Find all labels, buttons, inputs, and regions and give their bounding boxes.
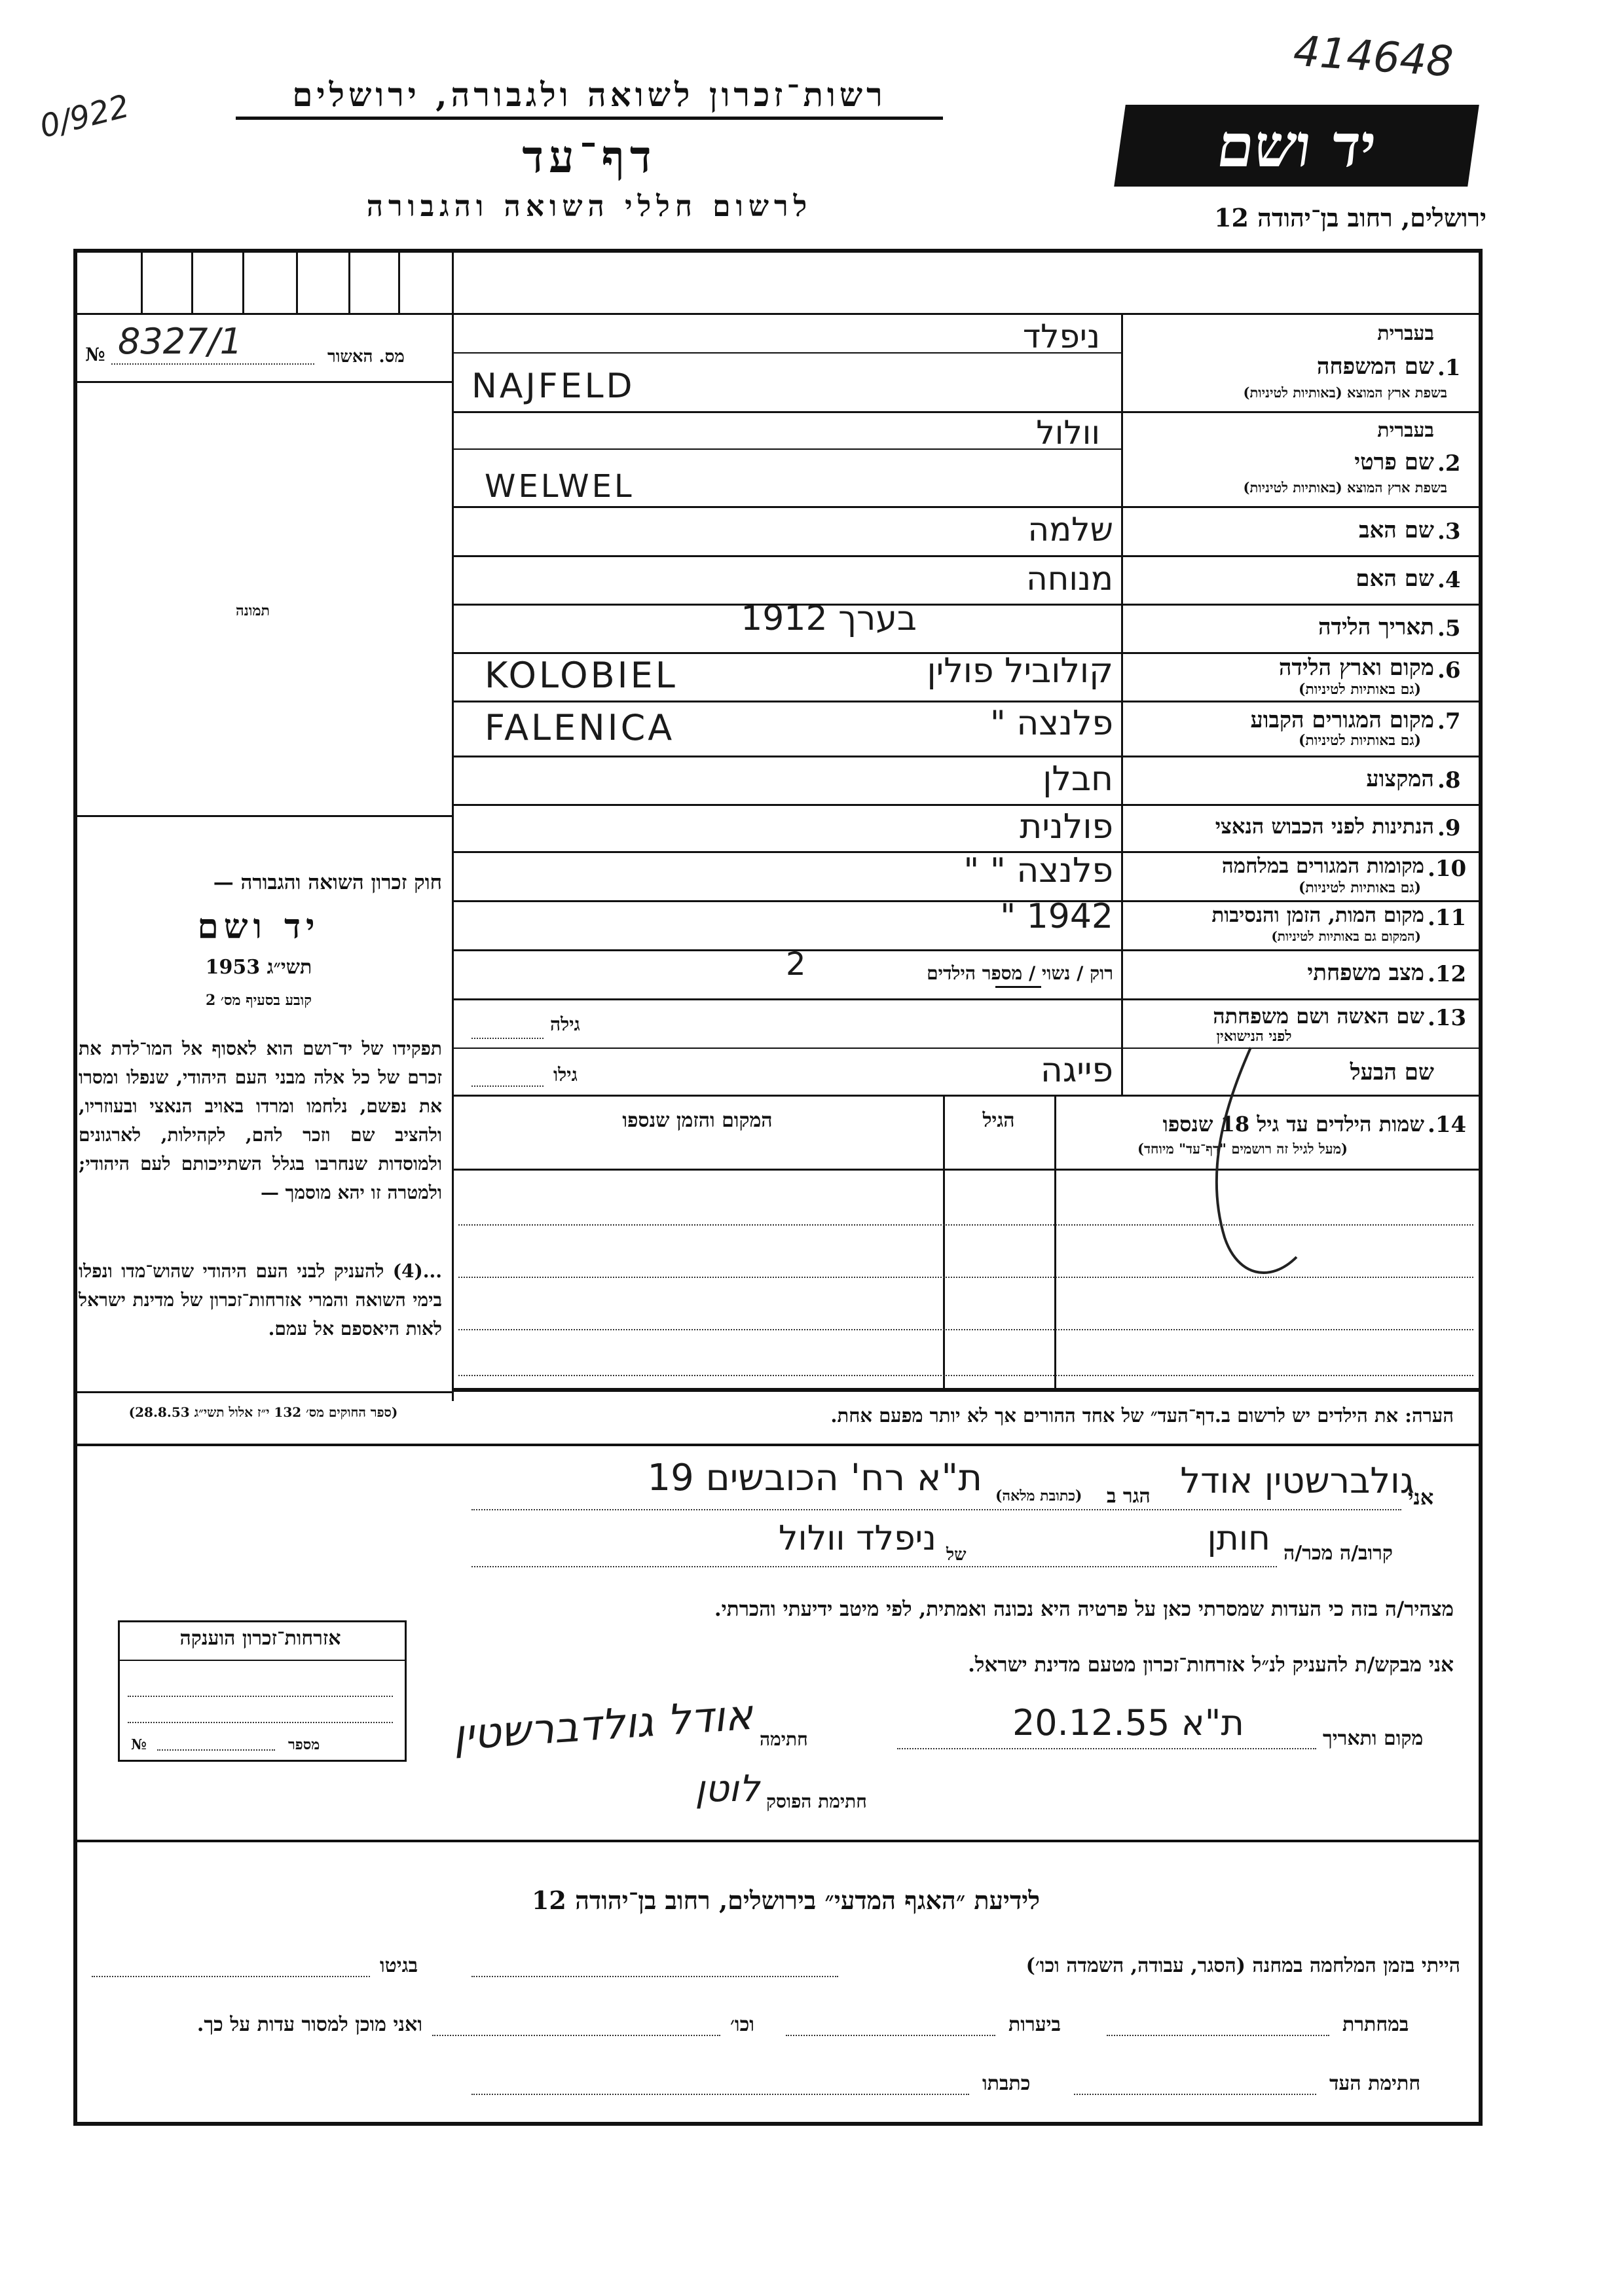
- decl-i-label: אני: [1408, 1485, 1434, 1510]
- children-row-line: [458, 1329, 1473, 1330]
- field-12-label: מצב משפחתי: [1307, 960, 1424, 986]
- strip-divider: [191, 249, 193, 314]
- field-2-value-latin: WELWEL: [485, 468, 635, 505]
- field-5-number: 5.: [1437, 615, 1461, 642]
- strip-divider: [398, 249, 400, 314]
- note-text: הערה: את הילדים יש לרשום ב.דף־העד״ של אחד ההורים אך לא יותר מפעם אחת.: [830, 1404, 1454, 1427]
- field-12-status-options: רוק / נשוי / מספר הילדים: [927, 962, 1113, 984]
- field-7-number: 7.: [1437, 708, 1461, 735]
- citizenship-number-label: מספר: [288, 1736, 320, 1753]
- field-6-number: 6.: [1437, 657, 1461, 683]
- field-11-label: מקום המות, הזמן והנסיבות: [1211, 903, 1424, 927]
- decl-relation-label: קרוב/ה מכר/ה: [1283, 1542, 1393, 1565]
- citizenship-line: [128, 1722, 393, 1723]
- law-source: (ספר החוקים מס׳ 132 י״ז אלול תשי״ג 28.8.53): [128, 1404, 398, 1420]
- corner-annotation-right: 414648: [1291, 27, 1455, 87]
- law-year: תשי״ג 1953: [205, 956, 312, 979]
- field-3-number: 3.: [1437, 519, 1461, 545]
- field-3-value: שלמה: [1027, 511, 1113, 549]
- approval-number: 8327/1: [118, 321, 242, 362]
- field-4-label: שם האם: [1356, 566, 1434, 592]
- field-13-age-label: גילה: [550, 1013, 580, 1035]
- pen-stroke: [1198, 1041, 1329, 1290]
- field-9-number: 9.: [1437, 815, 1461, 841]
- children-names-header: שמות הילדים עד גיל 18 שנספו: [1162, 1112, 1424, 1137]
- field-2-label: שם פרטי: [1354, 449, 1434, 475]
- field-8-value: חבלן: [1043, 759, 1113, 799]
- place-date-line: [897, 1748, 1316, 1749]
- authority-title: רשות־זכרון לשואה ולגבורה, ירושלים: [236, 75, 943, 120]
- children-age-header: הגיל: [982, 1109, 1015, 1132]
- field-8-label: המקצוע: [1366, 766, 1434, 792]
- strip-divider: [141, 249, 143, 314]
- citizenship-no-mark: №: [131, 1736, 147, 1753]
- decl-address-note: (כתובת מלאה): [995, 1487, 1082, 1504]
- husband-value: פייגה: [1040, 1051, 1113, 1090]
- photo-area-bottom: [73, 815, 453, 817]
- field-7-value-latin: FALENICA: [485, 707, 675, 748]
- footer-row2-forests: ביערות: [1008, 2013, 1061, 2036]
- decl-of-label: של: [946, 1545, 967, 1565]
- decl-line-2: אני מבקש/ת להעניק לנ״ל אזרחות־זכרון מטעם מדינת ישראל.: [968, 1653, 1454, 1677]
- decl-line-1: מצהיר/ה בזה כי העדות שמסרתי כאן על פרטיה היא נכונה ואמתית, לפי מיטב ידיעתי והכרתי.: [714, 1597, 1454, 1621]
- law-box-bottom: [73, 1391, 453, 1393]
- row-line: [452, 506, 1479, 508]
- decl-i-value: גולברשטין אודל: [1180, 1460, 1414, 1501]
- top-strip-line: [73, 313, 1479, 315]
- decl-relation-value: חותן: [1207, 1519, 1270, 1558]
- field-10-value: פלנצה " ": [963, 851, 1113, 890]
- children-row-line: [458, 1375, 1473, 1376]
- footer-row2-line: [432, 2035, 720, 2036]
- footer-row1-line: [471, 1976, 838, 1977]
- field-1-number: 1.: [1437, 355, 1461, 381]
- field-11-number: 11.: [1428, 905, 1467, 931]
- field-1-value-latin: NAJFELD: [471, 367, 635, 406]
- left-column-divider: [452, 249, 454, 1401]
- field-8-number: 8.: [1437, 767, 1461, 793]
- field-5-label: תאריך הלידה: [1318, 614, 1434, 640]
- field-1-value-hebrew: ניפלד: [1022, 318, 1100, 355]
- footer-row1-label: הייתי בזמן המלחמה במחנה (הסגר, עבודה, השמדה וכו׳): [1025, 1954, 1460, 1977]
- field-1-note: בשפת ארץ המוצא (באותיות לטיניות): [1243, 384, 1447, 401]
- children-names-note: (מעל לגיל זה רושמים "דף־עד" מיוחד): [1137, 1140, 1348, 1157]
- citizenship-title-line: [118, 1660, 405, 1661]
- decl-address-value: ת"א רח' הכובשים 19: [647, 1457, 982, 1499]
- field-2-note: בשפת ארץ המוצא (באותיות לטיניות): [1243, 479, 1447, 496]
- field-9-value: פולנית: [1020, 807, 1113, 847]
- citizenship-number-line: [157, 1749, 275, 1751]
- approval-label: מס. האשור: [327, 347, 405, 367]
- photo-label: תמונה: [236, 602, 270, 619]
- label-column-divider: [1121, 313, 1123, 1095]
- footer-row3-line: [471, 2094, 969, 2095]
- children-place-header: המקום והזמן שנספו: [622, 1109, 773, 1132]
- strip-divider: [242, 249, 244, 314]
- yad-vashem-logo: יד ושם: [1114, 105, 1479, 187]
- children-names-divider: [1054, 1095, 1056, 1388]
- strip-divider: [348, 249, 350, 314]
- children-age-divider: [943, 1095, 945, 1388]
- field-6-value-hebrew: קולוביל פולין: [927, 651, 1113, 691]
- children-table-number: 14.: [1428, 1112, 1467, 1138]
- place-date-label: מקום ותאריך: [1323, 1727, 1424, 1750]
- approval-no-mark: №: [85, 344, 105, 365]
- address: ירושלים, רחוב בן־יהודה 12: [1214, 203, 1486, 232]
- footer-row2-end: ואני מוכן למסור עדות על כך.: [196, 2013, 422, 2036]
- row-line: [452, 411, 1479, 413]
- field-6-label: מקום וארץ הלידה: [1278, 655, 1434, 681]
- footer-row1-end-line: [92, 1976, 370, 1977]
- field-7-note: (גם באותיות לטיניות): [1298, 732, 1421, 749]
- wife-age-line: [471, 1038, 544, 1039]
- field-12-children-count: 2: [786, 946, 806, 983]
- official-signature-label: חתימת הפוסק: [766, 1791, 867, 1812]
- note-bottom-line: [73, 1444, 1479, 1446]
- form-title: דף־עד: [522, 131, 657, 183]
- row-line: [452, 604, 1479, 606]
- law-title: חוק זכרון השואה והגבורה —: [213, 871, 442, 894]
- field-2-lang: בעברית: [1377, 419, 1434, 442]
- field-4-value: מנוחה: [1026, 560, 1113, 598]
- field-13-label: שם האשה ושם משפחתה: [1213, 1004, 1424, 1029]
- field-7-label: מקום המגורים הקבוע: [1250, 707, 1434, 733]
- decl-relation-line: [471, 1566, 1277, 1567]
- husband-age-label: גילו: [553, 1064, 578, 1085]
- field-3-label: שם האב: [1359, 517, 1434, 543]
- field-5-value: בערך 1912: [741, 599, 917, 638]
- field-10-label: מקומות המגורים במלחמה: [1221, 854, 1424, 878]
- field-2-value-hebrew: וולול: [1036, 414, 1100, 452]
- field-1-label: שם המשפחה: [1316, 354, 1434, 380]
- footer-row3-witness-signature: חתימת העד: [1329, 2072, 1421, 2095]
- form-subtitle: לרשום חללי השואה והגבורה: [366, 190, 813, 223]
- row-line: [452, 756, 1479, 757]
- field-6-value-latin: KOLOBIEL: [485, 655, 678, 696]
- field-11-value: 1942 ": [1000, 897, 1113, 936]
- row-line: [452, 804, 1479, 806]
- signature-label: חתימה: [760, 1728, 808, 1750]
- field-7-value-hebrew: פלנצה ": [989, 704, 1113, 743]
- field-13-note: לפני הנישואין: [1216, 1028, 1292, 1045]
- row-line: [452, 949, 1479, 951]
- approval-row-line: [73, 381, 453, 383]
- footer-row1-end: בגיטו: [380, 1954, 418, 1977]
- husband-label: שם הבעל: [1350, 1059, 1434, 1085]
- footer-row2-etc: וכו׳: [730, 2013, 754, 2036]
- place-date-value: ת"א 20.12.55: [1012, 1702, 1244, 1743]
- signature-value: אודל גולדברשטין: [451, 1690, 754, 1760]
- decl-resides-label: הגר ב: [1107, 1485, 1151, 1508]
- approval-number-line: [111, 363, 314, 365]
- decl-address-line: [471, 1509, 1401, 1510]
- citizenship-line: [128, 1696, 393, 1697]
- law-paragraph-1: תפקידו של יד־ושם הוא לאסוף אל המו־לדת את זכרם של כל אלה מבני העם היהודי, שנפלו ומסרו את נפשם, נלחמו ומרדו באויב הנאצי ובעוזריו, ולהציב שם וזכר להם, לקהילות, לארגונים ולמוסדות שנחרבו בגלל השתייכותם לעם היהודי; ולמטרה זו יהא מוסמך —: [79, 1038, 442, 1203]
- law-paragraph-2: ...(4) להעניק לבני העם היהודי שהוש־מדו ונפלו בימי השואה והמרי אזרחות־זכרון של מדינת ישראל לאות היאספם אל עמם.: [79, 1260, 442, 1339]
- footer-row2-line: [1107, 2035, 1329, 2036]
- field-10-number: 10.: [1428, 856, 1467, 882]
- field-10-note: (גם באותיות לטיניות): [1298, 879, 1421, 896]
- field-11-note: (המקום גם באותיות לטיניות): [1271, 928, 1421, 944]
- husband-age-line: [471, 1085, 544, 1087]
- declaration-bottom-line: [73, 1840, 1479, 1842]
- law-name: יד ושם: [197, 907, 320, 947]
- field-2-number: 2.: [1437, 450, 1461, 477]
- field-6-note: (גם באותיות לטיניות): [1298, 681, 1421, 698]
- footer-row3-address: כתבתו: [982, 2072, 1031, 2095]
- married-underline: [995, 986, 1041, 988]
- corner-annotation-left: 0/922: [36, 88, 134, 145]
- field-4-number: 4.: [1437, 567, 1461, 593]
- field-9-label: הנתינות לפני הכבוש הנאצי: [1215, 814, 1434, 839]
- row-line: [452, 701, 1479, 702]
- footer-row2-line: [786, 2035, 995, 2036]
- note-top-line: [452, 1388, 1479, 1392]
- row-line: [452, 555, 1479, 557]
- citizenship-title: אזרחות־זכרון הוענקה: [179, 1627, 341, 1650]
- field-13-number: 13.: [1428, 1005, 1467, 1031]
- law-section: קובע בסעיף מס׳ 2: [205, 992, 312, 1009]
- field-1-lang: בעברית: [1377, 322, 1434, 345]
- footer-title: לידיעת ״האגף המדעי״ בירושלים, רחוב בן־יהודה 12: [531, 1886, 1041, 1915]
- decl-of-value: ניפלד וולול: [778, 1519, 936, 1558]
- row-line: [452, 998, 1479, 1000]
- footer-row2-underground: במחתרת: [1342, 2013, 1409, 2036]
- official-signature-value: לוטן: [695, 1768, 760, 1810]
- strip-divider: [296, 249, 298, 314]
- footer-row3-line: [1074, 2094, 1316, 2095]
- field-12-number: 12.: [1428, 961, 1467, 987]
